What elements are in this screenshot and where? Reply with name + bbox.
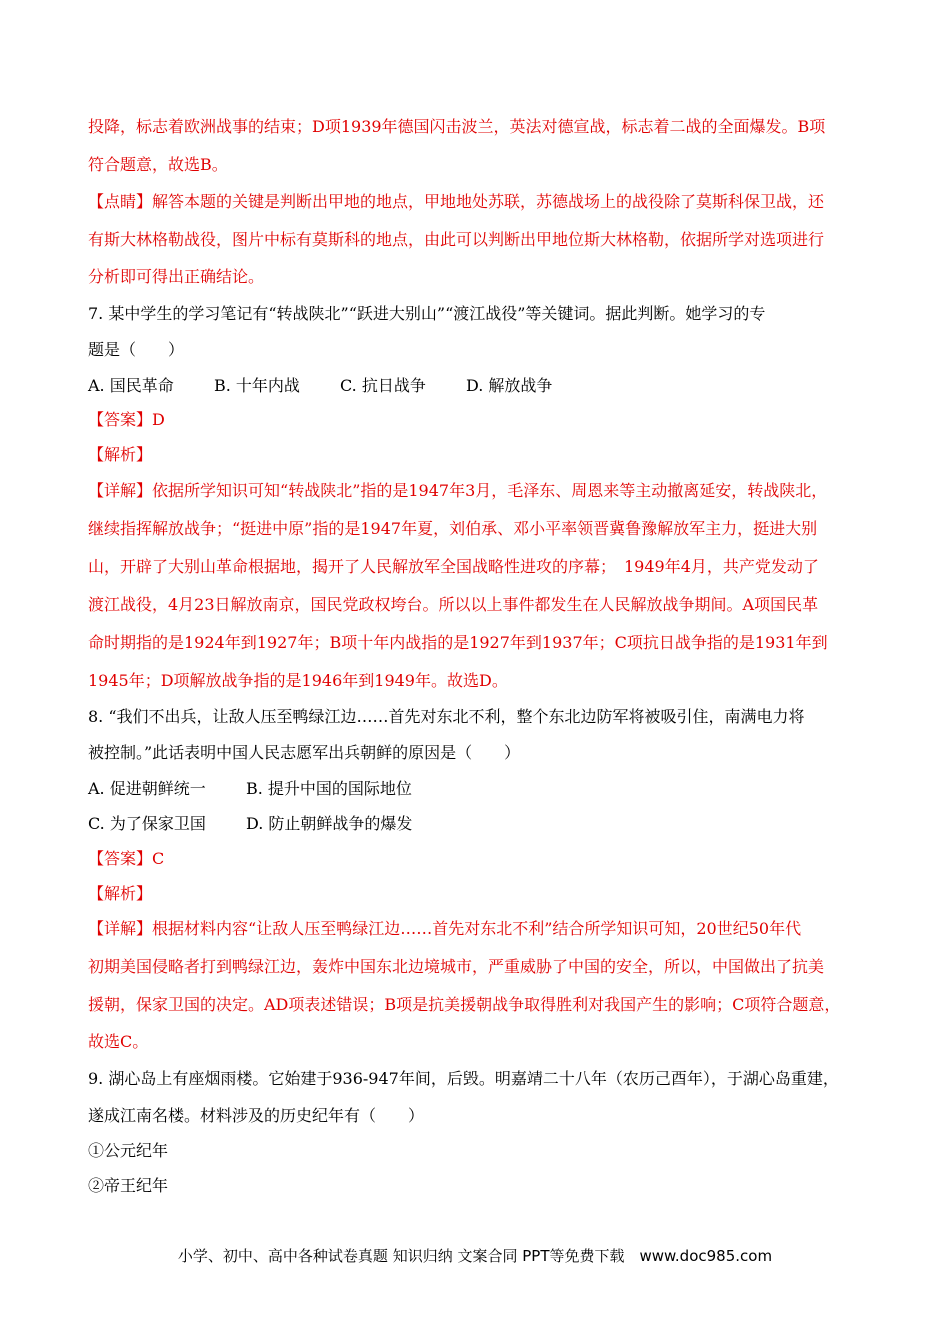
- q8-option-b: B. 提升中国的国际地位: [246, 779, 412, 798]
- q8-options-row-2: [88, 814, 878, 834]
- q9-stem-line-1: 9. 湖心岛上有座烟雨楼。它始建于936-947年间，后毁。明嘉靖二十八年（农历己酉年），于湖心岛重建，: [88, 1069, 839, 1088]
- q6-tip-line-2: 有斯大林格勒战役，图片中标有莫斯科的地点，由此可以判断出甲地位斯大林格勒，依据所学对选项进行: [88, 230, 825, 249]
- q8-analysis-label: 【解析】: [88, 884, 153, 903]
- q7-option-b: B. 十年内战: [214, 376, 300, 395]
- q7-detail-line-1: [88, 481, 878, 501]
- q7-detail-line-3: 山，开辟了大别山革命根据地，揭开了人民解放军全国战略性进攻的序幕； 1949年4月，共产党发动了: [88, 557, 819, 576]
- q8-stem-line-2: 被控制。”此话表明中国人民志愿军出兵朝鲜的原因是（ ）: [88, 743, 521, 762]
- q8-option-c: C. 为了保家卫国: [88, 814, 206, 833]
- q8-option-a: A. 促进朝鲜统一: [88, 779, 206, 798]
- q7-analysis-label: 【解析】: [88, 445, 153, 464]
- q7-options: [88, 376, 878, 396]
- q7-stem-line-1: 7. 某中学生的学习笔记有“转战陕北”“跃进大别山”“渡江战役”等关键词。据此判断。她学习的专: [88, 304, 766, 323]
- q8-options-row-1: [88, 779, 878, 799]
- q8-detail-line-1: [88, 919, 878, 939]
- q9-item-1: ①公元纪年: [88, 1141, 169, 1160]
- q6-tip-line-1: [88, 192, 878, 212]
- q7-option-d: D. 解放战争: [466, 376, 553, 395]
- q7-option-c: C. 抗日战争: [340, 376, 426, 395]
- q7-detail-line-2: 继续指挥解放战争；“挺进中原”指的是1947年夏，刘伯承、邓小平率领晋冀鲁豫解放军主力，挺进大别: [88, 519, 818, 538]
- q8-detail-line-3: 援朝，保家卫国的决定。AD项表述错误；B项是抗美援朝战争取得胜利对我国产生的影响；C项符合题意，: [88, 995, 841, 1014]
- q6-explanation-line-2: 符合题意，故选B。: [88, 155, 228, 174]
- tip-label: 【点睛】: [88, 192, 153, 211]
- q7-detail-line-4: 渡江战役，4月23日解放南京，国民党政权垮台。所以以上事件都发生在人民解放战争期间。A项国民革: [88, 595, 819, 614]
- q9-item-2: ②帝王纪年: [88, 1176, 169, 1195]
- q8-detail-line-2: 初期美国侵略者打到鸭绿江边，轰炸中国东北边境城市，严重威胁了中国的安全，所以，中国做出了抗美: [88, 957, 825, 976]
- q8-answer: 【答案】C: [88, 849, 165, 868]
- q7-detail-label: 【详解】: [88, 481, 153, 500]
- q7-option-a: A. 国民革命: [88, 376, 174, 395]
- q8-option-d: D. 防止朝鲜战争的爆发: [246, 814, 413, 833]
- q9-stem-line-2: 遂成江南名楼。材料涉及的历史纪年有（ ）: [88, 1106, 425, 1125]
- page-footer: 小学、初中、高中各种试卷真题 知识归纳 文案合同 PPT等免费下载 www.doc985.com: [177, 1247, 773, 1265]
- q7-answer: 【答案】D: [88, 410, 165, 429]
- q6-tip-line-3: 分析即可得出正确结论。: [88, 267, 265, 286]
- q7-detail-text: 依据所学知识可知“转战陕北”指的是1947年3月，毛泽东、周恩来等主动撤离延安，转战陕北，: [152, 481, 828, 500]
- q7-detail-line-5: 命时期指的是1924年到1927年；B项十年内战指的是1927年到1937年；C项抗日战争指的是1931年到: [88, 633, 828, 652]
- q8-detail-line-4: 故选C。: [88, 1032, 149, 1051]
- q6-explanation-line-1: 投降，标志着欧洲战事的结束；D项1939年德国闪击波兰，英法对德宣战，标志着二战的全面爆发。B项: [88, 117, 826, 136]
- q8-detail-label: 【详解】: [88, 919, 153, 938]
- q7-stem-line-2: 题是（ ）: [88, 340, 185, 359]
- q7-detail-line-6: 1945年；D项解放战争指的是1946年到1949年。故选D。: [88, 671, 508, 690]
- tip-text: 解答本题的关键是判断出甲地的地点，甲地地处苏联，苏德战场上的战役除了莫斯科保卫战，还: [152, 192, 825, 211]
- q8-stem-line-1: 8. “我们不出兵，让敌人压至鸭绿江边……首先对东北不利，整个东北边防军将被吸引住，南满电力将: [88, 707, 805, 726]
- q8-detail-text: 根据材料内容“让敌人压至鸭绿江边……首先对东北不利”结合所学知识可知，20世纪50年代: [152, 919, 802, 938]
